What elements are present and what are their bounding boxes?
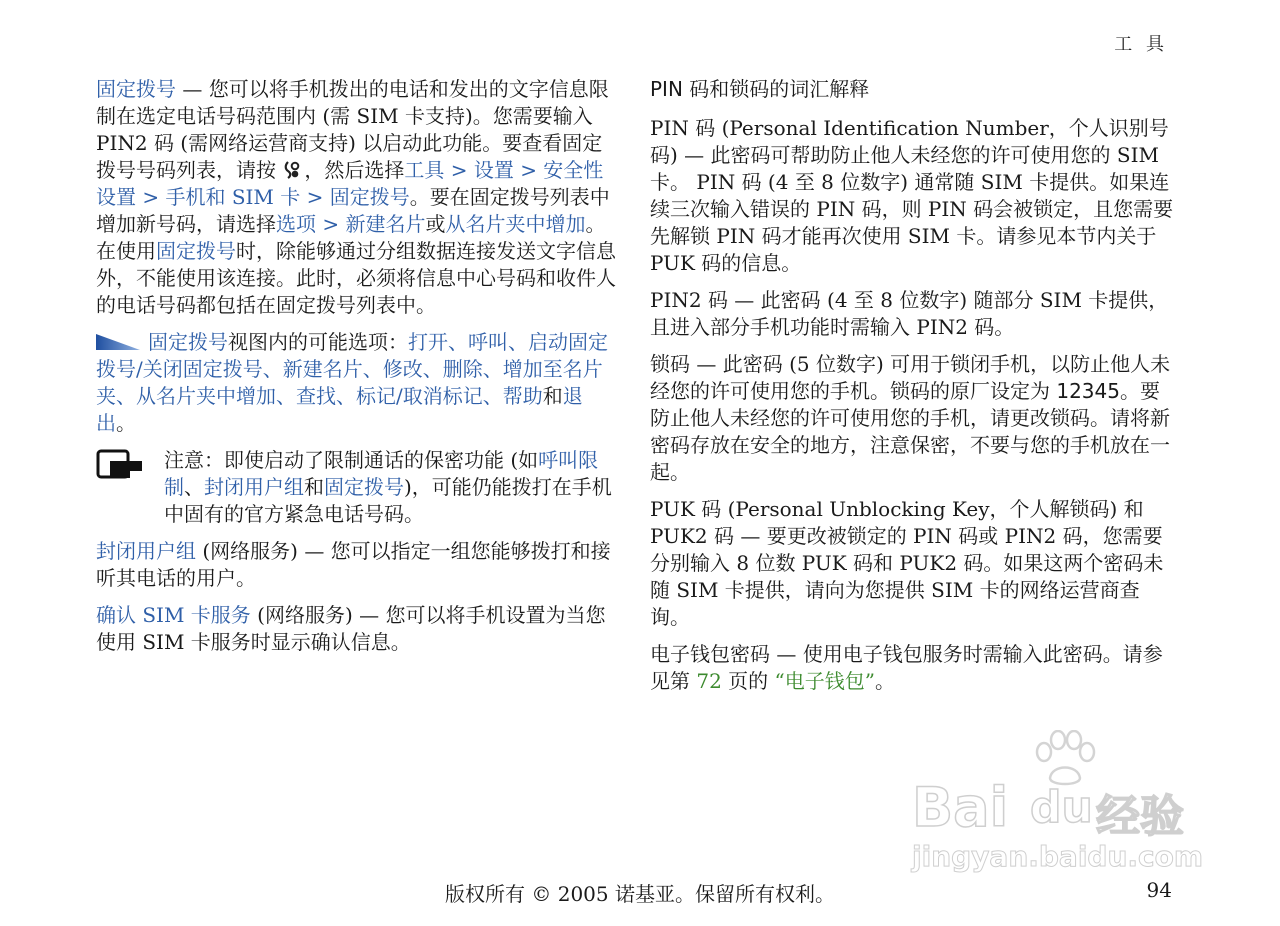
text: 锁码 — 此密码 (5 位数字) 可用于锁闭手机，以防止他人未经您的许可使用您的手机。锁码的原厂设定为 [650,352,1171,403]
wallet-code-paragraph [650,641,1174,695]
watermark-brand: Bai [912,776,1009,839]
note-label: 注意： [164,448,224,472]
closed-user-group-link[interactable]: 封闭用户组 [204,475,304,499]
lock-code-paragraph [650,351,1174,486]
text: 、 [184,475,204,499]
wallet-link[interactable]: “电子钱包” [774,669,875,693]
menu-path-link[interactable]: 工具 > 设置 > 安全性设置 > 手机和 SIM 卡 > 固定拨号 [96,158,604,209]
exit-option[interactable]: 退出 [96,384,583,435]
options-arrow-icon [96,334,140,350]
text: 。 [116,411,136,435]
view-options-paragraph [96,329,622,437]
fixed-dialing-link[interactable]: 固定拨号 [324,475,404,499]
term-fixed-dialing: 固定拨号 [96,77,176,101]
add-from-contacts-link[interactable]: 从名片夹中增加 [445,212,586,236]
term-confirm-sim: 确认 SIM 卡服务 [96,603,251,627]
baidu-watermark [900,730,1210,880]
section-header: 工 具 [1114,34,1168,55]
term-fixed-dialing: 固定拨号 [148,330,228,354]
term-fixed-dialing: 固定拨号 [156,239,236,263]
text: 即使启动了限制通话的保密功能 (如 [224,448,539,472]
watermark-cn: 经验 [1096,791,1184,842]
term-closed-user-group: 封闭用户组 [96,539,196,563]
text: 时，除能够通过分组数据连接发送文字信息外，不能使用该连接。此时，必须将信息中心号码和收件人的电话号码都包括在固定拨号列表中。 [96,239,616,317]
text: 视图内的可能选项： [228,330,408,354]
fixed-dialing-paragraph [96,76,622,319]
note-hand-icon [96,449,144,485]
copyright-footer: 版权所有 © 2005 诺基亚。保留所有权利。 [445,882,835,906]
text: (网络服务) — 您可以将手机设置为当您使用 SIM 卡服务时显示确认信息。 [96,603,606,654]
left-column [96,76,622,666]
options-list[interactable]: 打开、呼叫、启动固定拨号/关闭固定拨号、新建名片、修改、删除、增加至名片夹、从名片夹中增加、查找、标记/取消标记、帮助 [96,330,608,408]
puk-paragraph: PUK 码 (Personal Unblocking Key，个人解锁码) 和 PUK2 码 — 要更改被锁定的 PIN 码或 PIN2 码，您需要分别输入 8 位数 PUK 码和 PUK2 码。如果这两个密码未随 SIM 卡提供，请向为您提供 SIM 卡的网络运营商查询。 [650,497,1164,629]
section-heading: PIN 码和锁码的词汇解释 [650,77,870,101]
confirm-sim-paragraph [96,602,622,656]
options-new-card-link[interactable]: 选项 > 新建名片 [276,212,426,236]
note-block [96,447,622,528]
closed-user-group-paragraph [96,538,622,592]
page-number: 94 [1146,878,1172,902]
text: — 您可以将手机拨出的电话和发出的文字信息限制在选定电话号码范围内 (需 SIM 卡支持)。您需要输入 PIN2 码 (需网络运营商支持) 以启动此功能。要查看固定拨号号码列表，请按 [96,77,609,182]
text: 。要在固定拨号列表中增加新号码，请选择 [96,185,610,236]
text: 或 [425,212,446,236]
watermark-du: du [1030,782,1093,833]
pin2-paragraph: PIN2 码 — 此密码 (4 至 8 位数字) 随部分 SIM 卡提供，且进入部分手机功能时需输入 PIN2 码。 [650,288,1169,339]
text: 。在使用 [96,212,606,263]
call-barring-link[interactable]: 呼叫限制 [164,448,599,499]
text: 和 [304,475,324,499]
paw-icon [1030,730,1100,790]
page-reference[interactable]: 72 [696,669,722,693]
text: 。 [874,669,895,693]
text: (网络服务) — 您可以指定一组您能够拨打和接听其电话的用户。 [96,539,611,590]
text: )，可能仍能拨打在手机中固有的官方紧急电话号码。 [164,475,612,526]
text: 页的 [721,669,775,693]
watermark-url: jingyan.baidu.com [912,840,1204,873]
text: 。要防止他人未经您的许可使用您的手机，请更改锁码。请将新密码存放在安全的地方，注意保密，不要与您的手机放在一起。 [650,379,1170,484]
text: 电子钱包密码 — 使用电子钱包服务时需输入此密码。请参见第 [650,642,1163,693]
menu-key-icon [282,159,304,181]
text: ，然后选择 [304,158,405,182]
right-column [650,76,1174,705]
text: 和 [542,384,563,408]
pin-paragraph: PIN 码 (Personal Identification Number，个人识别号码) — 此密码可帮助防止他人未经您的许可使用您的 SIM 卡。 PIN 码 (4 至 8 位数字) 通常随 SIM 卡提供。如果连续三次输入错误的 PIN 码，则 PIN 码会被锁定，且您需要先解锁 PIN 码才能再次使用 SIM 卡。请参见本节内关于 PUK 码的信息。 [650,116,1174,275]
default-lock-code: 12345 [1056,379,1120,403]
